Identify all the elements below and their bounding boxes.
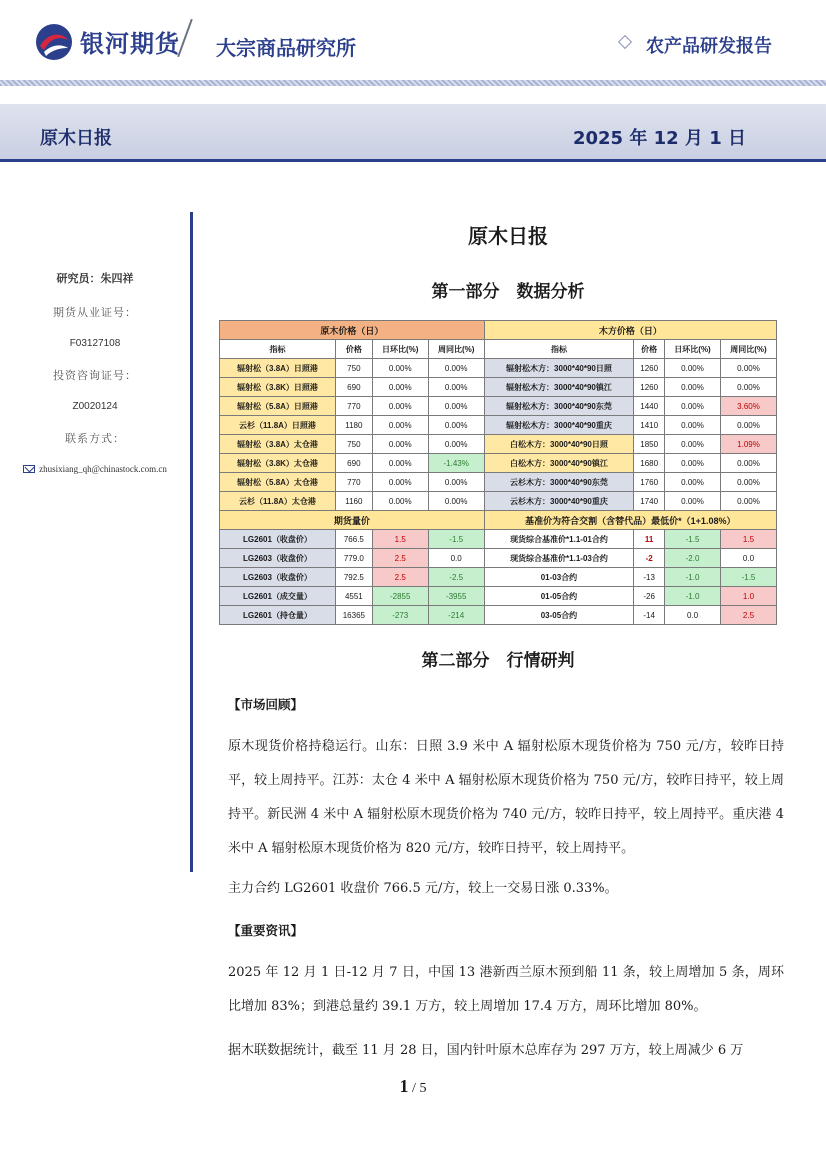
table-cell: -1.0 xyxy=(665,568,721,587)
table-cell: 0.00% xyxy=(720,378,776,397)
table-cell: 0.00% xyxy=(428,359,484,378)
page-indicator xyxy=(0,1076,826,1097)
table-row xyxy=(220,416,777,435)
table-cell: 792.5 xyxy=(335,568,372,587)
table-row xyxy=(220,511,777,530)
license-label: 期货从业证号： xyxy=(53,306,137,319)
contract-paragraph: 主力合约 LG2601 收盘价 766.5 元/方，较上一交易日涨 0.33%。 xyxy=(228,881,618,896)
table-cell: 1.5 xyxy=(720,530,776,549)
table-cell: -1.5 xyxy=(720,568,776,587)
doc-title: 原木日报 xyxy=(468,224,548,248)
table-cell: 0.0 xyxy=(665,606,721,625)
table-cell: 770 xyxy=(335,397,372,416)
table-cell: -26 xyxy=(634,587,665,606)
consult-label: 投资咨询证号： xyxy=(53,369,137,382)
report-date: 2025 年 12 月 1 日 xyxy=(572,128,746,149)
table-cell: 云杉（11.8A）日照港 xyxy=(220,416,336,435)
table-cell: 0.00% xyxy=(372,359,428,378)
table-row xyxy=(220,587,777,606)
table-cell: 白松木方：3000*40*90日照 xyxy=(484,435,634,454)
table-cell: 1180 xyxy=(335,416,372,435)
table-cell: -3955 xyxy=(428,587,484,606)
table-cell: -2 xyxy=(634,549,665,568)
table-cell: -1.5 xyxy=(665,530,721,549)
table-cell: 1440 xyxy=(634,397,665,416)
band-title: 原木日报 xyxy=(40,128,112,149)
table-cell: 1410 xyxy=(634,416,665,435)
news-paragraph-2: 据木联数据统计，截至 11 月 28 日，国内针叶原木总库存为 297 万方，较上周减少 6 万 xyxy=(228,1043,744,1058)
table-cell: 0.00% xyxy=(428,473,484,492)
table-cell: 0.00% xyxy=(665,435,721,454)
table-row xyxy=(220,340,777,359)
timber-price-header: 木方价格（日） xyxy=(484,321,776,340)
table-row xyxy=(220,321,777,340)
table-cell: 0.00% xyxy=(665,416,721,435)
table-cell: 3.60% xyxy=(720,397,776,416)
column-header: 日环比(%) xyxy=(665,340,721,359)
table-cell: 770 xyxy=(335,473,372,492)
table-cell: 辐射松（5.8A）日照港 xyxy=(220,397,336,416)
table-cell: 690 xyxy=(335,454,372,473)
page-total: 5 xyxy=(419,1081,427,1096)
table-cell: LG2601（成交量） xyxy=(220,587,336,606)
table-cell: 辐射松木方：3000*40*90东莞 xyxy=(484,397,634,416)
table-cell: 辐射松木方：3000*40*90镇江 xyxy=(484,378,634,397)
table-cell: 0.00% xyxy=(665,473,721,492)
table-cell: 0.00% xyxy=(665,397,721,416)
table-cell: 0.00% xyxy=(428,397,484,416)
table-cell: 0.00% xyxy=(428,435,484,454)
table-cell: 辐射松（3.8K）日照港 xyxy=(220,378,336,397)
table-cell: 辐射松木方：3000*40*90日照 xyxy=(484,359,634,378)
header-stripe xyxy=(0,80,826,86)
email-address[interactable]: zhusixiang_qh@chinastock.com.cn xyxy=(39,464,167,474)
table-cell: 辐射松（5.8A）太仓港 xyxy=(220,473,336,492)
news-paragraph-1: 2025 年 12 月 1 日-12 月 7 日，中国 13 港新西兰原木预到船 11 条，较上周增加 5 条，周环比增加 83%；到港总量约 39.1 万方，较上周增加 17.4 万方，周环比增加 80%。 xyxy=(228,965,784,1014)
table-cell: 0.00% xyxy=(428,416,484,435)
table-cell: 0.00% xyxy=(665,359,721,378)
table-cell: 1760 xyxy=(634,473,665,492)
analyst-sidebar xyxy=(0,270,190,474)
table-cell: 2.5 xyxy=(720,606,776,625)
table-cell: 766.5 xyxy=(335,530,372,549)
table-cell: 现货综合基准价*1.1-03合约 xyxy=(484,549,634,568)
column-header: 指标 xyxy=(484,340,634,359)
table-row xyxy=(220,473,777,492)
table-cell: 690 xyxy=(335,378,372,397)
section2-title: 第二部分 行情研判 xyxy=(421,651,575,671)
mail-icon xyxy=(23,465,35,473)
column-header: 价格 xyxy=(634,340,665,359)
table-cell: 1850 xyxy=(634,435,665,454)
log-price-header: 原木价格（日） xyxy=(220,321,485,340)
main-content xyxy=(210,220,806,320)
table-cell: 云杉木方：3000*40*90东莞 xyxy=(484,473,634,492)
table-cell: 1160 xyxy=(335,492,372,511)
table-cell: 16365 xyxy=(335,606,372,625)
researcher-name: 研究员：朱四祥 xyxy=(56,272,134,285)
table-cell: -214 xyxy=(428,606,484,625)
table-cell: LG2603（收盘价） xyxy=(220,549,336,568)
table-cell: 01-05合约 xyxy=(484,587,634,606)
table-cell: -2.5 xyxy=(428,568,484,587)
column-header: 周同比(%) xyxy=(720,340,776,359)
table-cell: 云杉（11.8A）太仓港 xyxy=(220,492,336,511)
column-header: 日环比(%) xyxy=(372,340,428,359)
report-type: 农产品研发报告 xyxy=(646,36,772,57)
column-header: 周同比(%) xyxy=(428,340,484,359)
institute-name: 大宗商品研究所 xyxy=(216,36,356,60)
table-cell: 辐射松（3.8K）太仓港 xyxy=(220,454,336,473)
table-cell: -14 xyxy=(634,606,665,625)
table-row xyxy=(220,435,777,454)
email-contact[interactable] xyxy=(0,464,190,474)
table-cell: 0.00% xyxy=(665,454,721,473)
table-cell: 1.5 xyxy=(372,530,428,549)
table-row xyxy=(220,492,777,511)
table-cell: 11 xyxy=(634,530,665,549)
report-header xyxy=(0,0,826,88)
table-cell: 779.0 xyxy=(335,549,372,568)
table-cell: 白松木方：3000*40*90镇江 xyxy=(484,454,634,473)
market-review-heading: 【市场回顾】 xyxy=(228,697,304,712)
table-cell: LG2601（持仓量） xyxy=(220,606,336,625)
table-cell: 2.5 xyxy=(372,568,428,587)
contact-label: 联系方式： xyxy=(65,432,125,445)
table-cell: 4551 xyxy=(335,587,372,606)
market-review-paragraph: 原木现货价格持稳运行。山东：日照 3.9 米中 A 辐射松原木现货价格为 750 元/方，较昨日持平，较上周持平。江苏：太仓 4 米中 A 辐射松原木现货价格为 750 元/方，较昨日持平，较上周持平。新民洲 4 米中 A 辐射松原木现货价格为 740 元/方，较昨日持平，较上周持平。重庆港 4 米中 A 辐射松原木现货价格为 820 元/方，较昨日持平，较上周持平。 xyxy=(228,739,784,856)
table-cell: 1.09% xyxy=(720,435,776,454)
section1-title: 第一部分 数据分析 xyxy=(431,282,585,302)
page-separator: / xyxy=(412,1081,416,1096)
brand-name: 银河期货 xyxy=(80,30,180,58)
table-cell: 01-03合约 xyxy=(484,568,634,587)
column-header: 价格 xyxy=(335,340,372,359)
table-row xyxy=(220,454,777,473)
table-cell: -1.0 xyxy=(665,587,721,606)
table-cell: 750 xyxy=(335,359,372,378)
table-cell: 云杉木方：3000*40*90重庆 xyxy=(484,492,634,511)
table-row xyxy=(220,549,777,568)
table-cell: 03-05合约 xyxy=(484,606,634,625)
table-cell: 0.00% xyxy=(372,416,428,435)
table-cell: 0.00% xyxy=(428,378,484,397)
sidebar-divider xyxy=(190,212,193,872)
table-cell: 0.00% xyxy=(372,435,428,454)
table-cell: 辐射松（3.8A）日照港 xyxy=(220,359,336,378)
table-cell: 0.00% xyxy=(372,473,428,492)
table-cell: 0.00% xyxy=(720,454,776,473)
table-cell: -1.5 xyxy=(428,530,484,549)
table-row xyxy=(220,397,777,416)
table-cell: 0.00% xyxy=(665,492,721,511)
table-cell: 0.00% xyxy=(372,378,428,397)
table-cell: 0.00% xyxy=(665,378,721,397)
table-cell: -273 xyxy=(372,606,428,625)
table-cell: 0.00% xyxy=(720,416,776,435)
table-cell: 0.00% xyxy=(372,397,428,416)
news-heading: 【重要资讯】 xyxy=(228,923,304,938)
table-cell: 750 xyxy=(335,435,372,454)
table-cell: 1740 xyxy=(634,492,665,511)
table-cell: 辐射松（3.8A）太仓港 xyxy=(220,435,336,454)
table-cell: LG2601（收盘价） xyxy=(220,530,336,549)
table-cell: -1.43% xyxy=(428,454,484,473)
consult-value: Z0020124 xyxy=(72,401,118,412)
table-row xyxy=(220,378,777,397)
table-row xyxy=(220,568,777,587)
table-cell: 现货综合基准价*1.1-01合约 xyxy=(484,530,634,549)
table-cell: -13 xyxy=(634,568,665,587)
table-cell: 1260 xyxy=(634,359,665,378)
table-cell: 1260 xyxy=(634,378,665,397)
table-cell: 0.00% xyxy=(372,454,428,473)
table-cell: 0.00% xyxy=(720,473,776,492)
price-table xyxy=(219,320,777,625)
table-cell: 0.00% xyxy=(720,492,776,511)
license-value: F03127108 xyxy=(69,338,121,349)
table-cell: -2855 xyxy=(372,587,428,606)
table-cell: 0.00% xyxy=(428,492,484,511)
table-cell: LG2603（收盘价） xyxy=(220,568,336,587)
table-row xyxy=(220,359,777,378)
diamond-icon xyxy=(618,35,632,49)
basis-header: 基准价为符合交割（含替代品）最低价*（1+1.08%） xyxy=(484,511,776,530)
table-cell: 1.0 xyxy=(720,587,776,606)
table-cell: 1680 xyxy=(634,454,665,473)
column-header: 指标 xyxy=(220,340,336,359)
table-cell: 0.0 xyxy=(720,549,776,568)
table-cell: 0.00% xyxy=(372,492,428,511)
table-row xyxy=(220,530,777,549)
table-cell: -2.0 xyxy=(665,549,721,568)
page-current: 1 xyxy=(399,1076,409,1096)
futures-header: 期货量价 xyxy=(220,511,485,530)
table-cell: 0.00% xyxy=(720,359,776,378)
table-cell: 0.0 xyxy=(428,549,484,568)
table-cell: 辐射松木方：3000*40*90重庆 xyxy=(484,416,634,435)
title-band xyxy=(0,104,826,162)
galaxy-futures-logo-icon xyxy=(34,22,74,62)
table-cell: 2.5 xyxy=(372,549,428,568)
table-row xyxy=(220,606,777,625)
